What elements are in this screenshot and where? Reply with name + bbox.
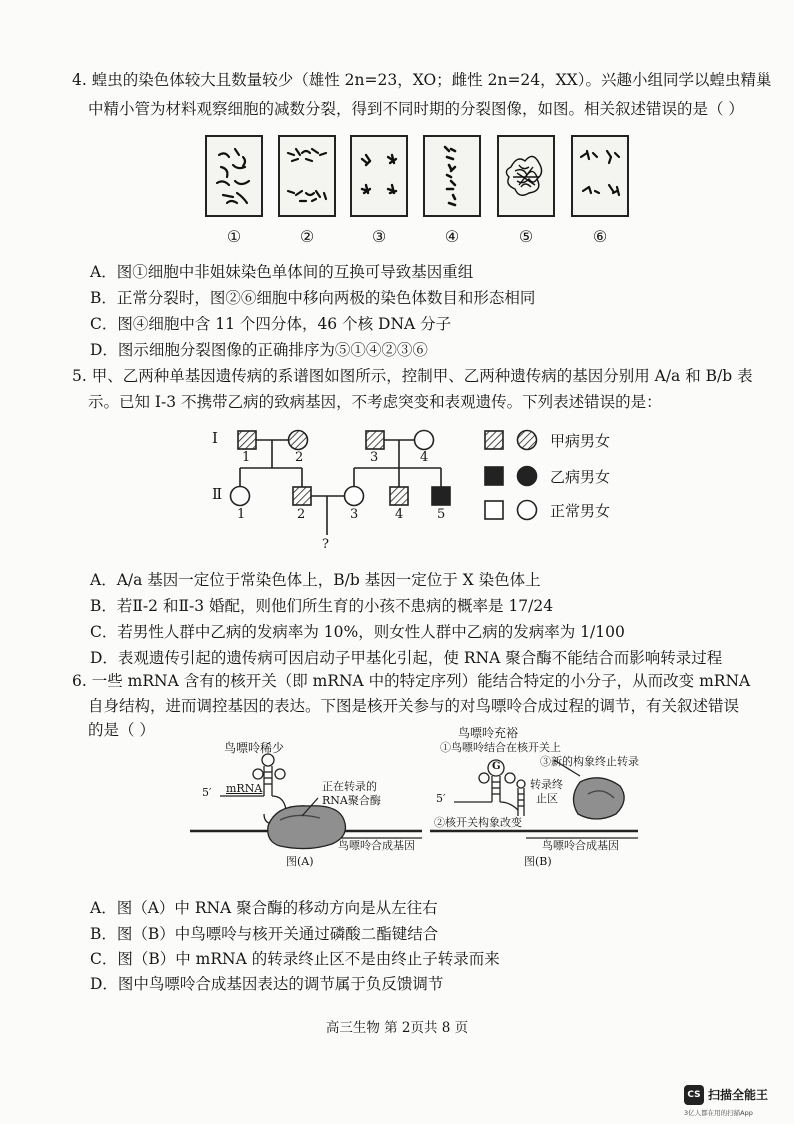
figure-a-gene-label: 鸟嘌呤合成基因 xyxy=(338,839,415,852)
camscanner-logo-icon: CS xyxy=(684,1085,704,1105)
cell-label-2: ② xyxy=(299,227,315,246)
q5-option-b: B．若Ⅱ-2 和Ⅱ-3 婚配，则他们所生育的小孩不患病的概率是 17/24 xyxy=(90,597,554,615)
cell-image-5 xyxy=(497,135,555,217)
cell-image-3 xyxy=(350,135,408,217)
legend-disease-b: 乙病男女 xyxy=(550,468,611,486)
q5-option-d: D．表观遗传引起的遗传病可因启动子甲基化引起，使 RNA 聚合酶不能结合而影响转录过程 xyxy=(90,649,723,667)
cell-2-chromosomes xyxy=(280,137,334,215)
figure-b-step3: ③新的构象终止转录 xyxy=(540,755,639,768)
watermark-subtitle: 3亿人都在用的扫描App xyxy=(684,1109,753,1117)
cell-image-6 xyxy=(571,135,629,217)
figure-b-step2: ②核开关构象改变 xyxy=(434,816,522,829)
q6-figure-b xyxy=(430,726,639,868)
figure-b-5-prime: 5′ xyxy=(436,792,446,805)
q5-stem-line2: 示。已知 Ⅰ-3 不携带乙病的致病基因，不考虑突变和表观遗传。下列表述错误的是： xyxy=(88,393,662,411)
figure-a-5-prime: 5′ xyxy=(202,786,212,799)
figure-a-mrna-label: mRNA xyxy=(226,782,263,795)
q4-option-d: D．图示细胞分裂图像的正确排序为⑤①④②③⑥ xyxy=(90,341,428,359)
figure-b-title: 鸟嘌呤充裕 xyxy=(458,726,519,740)
q4-stem-line2: 中精小管为材料观察细胞的减数分裂，得到不同时期的分裂图像，如图。相关叙述错误的是（ ） xyxy=(88,100,744,118)
q4-cell-images xyxy=(205,135,635,250)
q4-option-c: C．图④细胞中含 11 个四分体，46 个核 DNA 分子 xyxy=(90,315,452,333)
q6-option-d: D．图中鸟嘌呤合成基因表达的调节属于负反馈调节 xyxy=(90,975,444,993)
cell-label-1: ① xyxy=(226,227,242,246)
legend-normal: 正常男女 xyxy=(550,502,611,520)
q5-option-a: A．A/a 基因一定位于常染色体上，B/b 基因一定位于 X 染色体上 xyxy=(90,571,541,589)
pedigree-gen-2-label: Ⅱ xyxy=(212,485,223,503)
cell-1-chromosomes xyxy=(207,137,261,215)
pedigree-I-3: 3 xyxy=(370,450,379,465)
figure-b-terminator-line2: 止区 xyxy=(536,792,558,805)
pedigree-I-2: 2 xyxy=(295,450,304,465)
figure-b-terminator-line1: 转录终 xyxy=(530,778,563,791)
pedigree-unknown-child: ? xyxy=(322,537,329,552)
q6-option-b: B．图（B）中鸟嘌呤与核开关通过磷酸二酯键结合 xyxy=(90,925,439,943)
figure-b-gene-label: 鸟嘌呤合成基因 xyxy=(542,839,619,852)
q4-stem-line1: 4. 蝗虫的染色体较大且数量较少（雄性 2n=23，XO；雌性 2n=24，XX）。兴趣小组同学以蝗虫精巢 xyxy=(72,71,772,89)
q6-option-a: A．图（A）中 RNA 聚合酶的移动方向是从左往右 xyxy=(90,899,438,917)
cell-image-1 xyxy=(205,135,263,217)
q4-option-a: A．图①细胞中非姐妹染色单体间的互换可导致基因重组 xyxy=(90,263,474,281)
q5-pedigree xyxy=(200,423,660,563)
figure-b-caption: 图(B) xyxy=(524,855,552,868)
page-footer: 高三生物 第 2页共 8 页 xyxy=(325,1020,469,1036)
cell-label-5: ⑤ xyxy=(518,227,534,246)
pedigree-II-3: 3 xyxy=(350,507,359,522)
cell-3-chromosomes xyxy=(352,137,406,215)
cell-label-4: ④ xyxy=(444,227,460,246)
pedigree-I-1: 1 xyxy=(242,450,251,465)
pedigree-I-4: 4 xyxy=(420,450,429,465)
scanner-watermark xyxy=(684,1083,794,1123)
cell-4-chromosomes xyxy=(425,137,479,215)
q6-stem-line3: 的是（ ） xyxy=(88,721,155,739)
legend-disease-a: 甲病男女 xyxy=(550,432,611,450)
pedigree-II-2: 2 xyxy=(297,507,306,522)
pedigree-II-4: 4 xyxy=(395,507,404,522)
figure-b-guanine: G xyxy=(492,761,501,772)
q4-option-b: B．正常分裂时，图②⑥细胞中移向两极的染色体数目和形态相同 xyxy=(90,289,536,307)
pedigree-gen-1-label: Ⅰ xyxy=(212,429,218,447)
cell-image-4 xyxy=(423,135,481,217)
q5-option-c: C．若男性人群中乙病的发病率为 10%，则女性人群中乙病的发病率为 1/100 xyxy=(90,623,625,641)
q6-stem-line2: 自身结构，进而调控基因的表达。下图是核开关参与的对鸟嘌呤合成过程的调节，有关叙述错误 xyxy=(88,697,740,715)
q5-stem-line1: 5. 甲、乙两种单基因遗传病的系谱图如图所示，控制甲、乙两种遗传病的基因分别用 A/a 和 B/b 表 xyxy=(72,367,753,385)
figure-b-step1: ①鸟嘌呤结合在核开关上 xyxy=(440,741,561,754)
cell-label-3: ③ xyxy=(371,227,387,246)
figure-a-polymerase-line2: RNA聚合酶 xyxy=(322,794,381,807)
pedigree-II-5: 5 xyxy=(437,507,446,522)
cell-label-6: ⑥ xyxy=(592,227,608,246)
cell-5-chromatin xyxy=(499,137,553,215)
cell-image-2 xyxy=(278,135,336,217)
cell-6-chromosomes xyxy=(573,137,627,215)
q6-figure-a xyxy=(190,738,422,868)
figure-a-caption: 图(A) xyxy=(286,855,314,868)
figure-a-title: 鸟嘌呤稀少 xyxy=(224,741,285,755)
figure-a-polymerase-line1: 正在转录的 xyxy=(322,780,377,793)
watermark-title: 扫描全能王 xyxy=(708,1088,769,1102)
q6-option-c: C．图（B）中 mRNA 的转录终止区不是由终止子转录而来 xyxy=(90,950,500,968)
pedigree-II-1: 1 xyxy=(237,507,246,522)
q6-stem-line1: 6. 一些 mRNA 含有的核开关（即 mRNA 中的特定序列）能结合特定的小分子，从而改变 mRNA xyxy=(72,672,751,690)
